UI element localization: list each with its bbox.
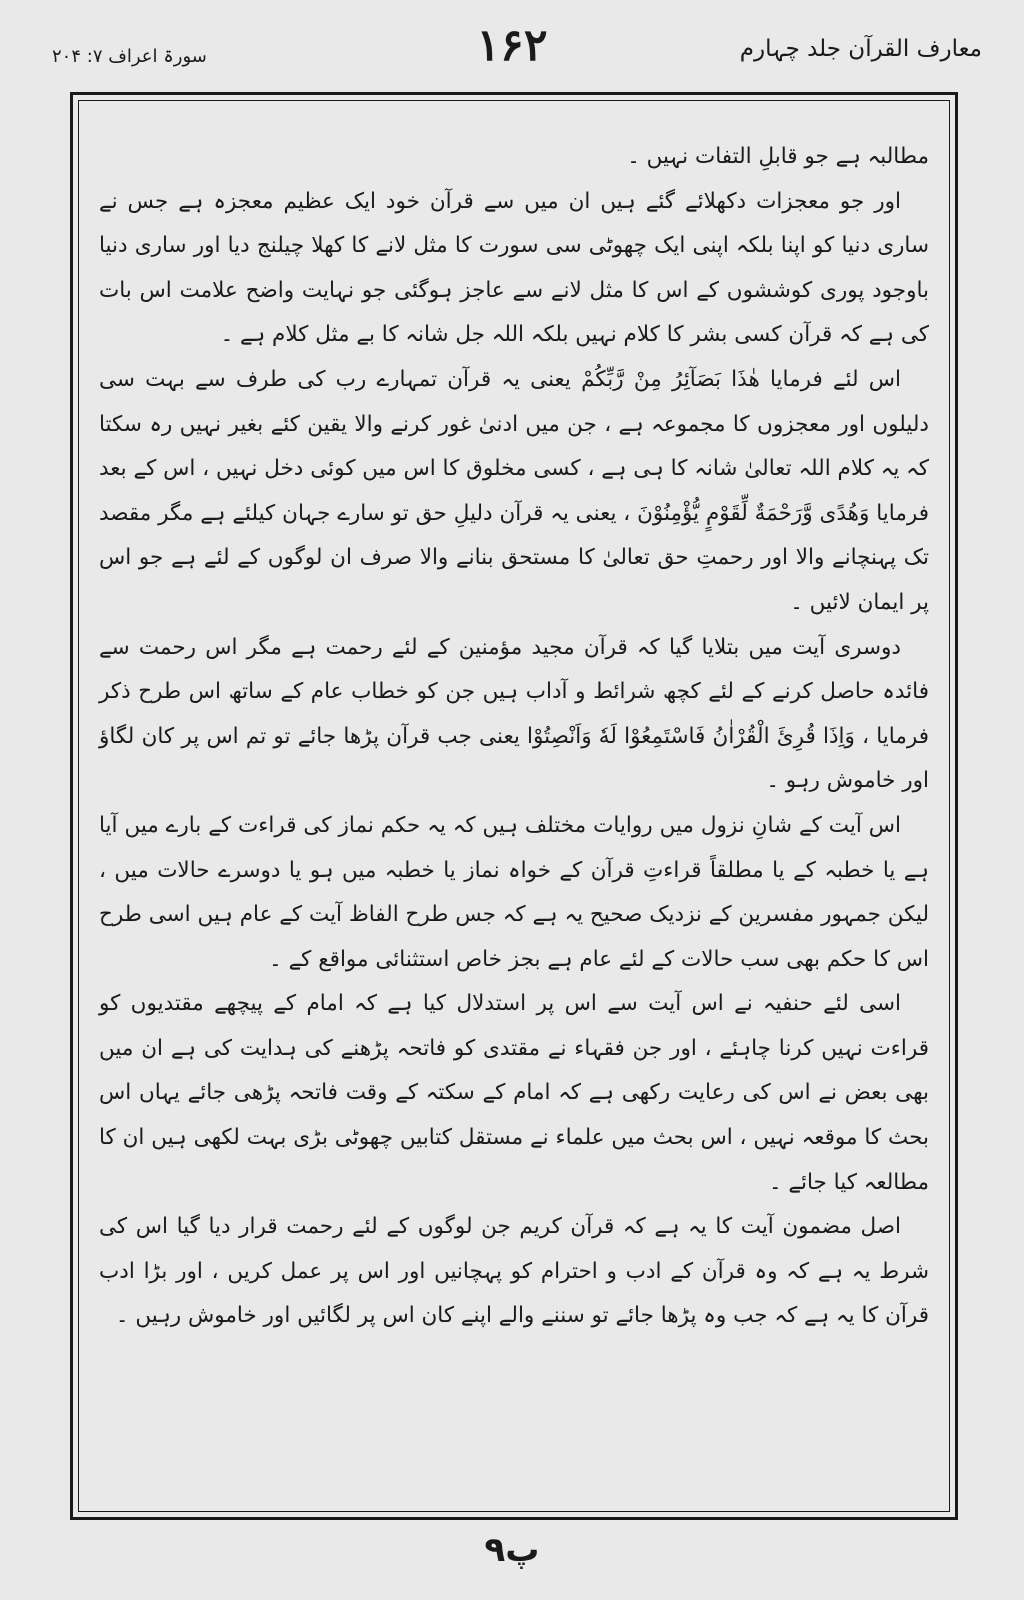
text-frame	[70, 92, 958, 1520]
paragraph: مطالبہ ہے جو قابلِ التفات نہیں ۔	[627, 144, 929, 169]
paragraph: اسی لئے حنفیہ نے اس آیت سے اس پر استدلال کیا ہے کہ امام کے پیچھے مقتدیوں کو قراءت نہیں کرنا چاہئے ، اور جن فقہاء نے مقتدی کو فاتحہ پڑھنے کی ہدایت کی ہے ان میں بھی بعض نے اس کی رعایت رکھی ہے کہ امام کے سکتہ کے وقت فاتحہ پڑھی جائے یہاں اس بحث کا موقعہ نہیں ، اس بحث میں علماء نے مستقل کتابیں چھوٹی بڑی بہت لکھی ہیں ان کا مطالعہ کیا جائے ۔	[99, 991, 929, 1195]
surah-reference: سورۃ اعراف ۷: ۲۰۴	[52, 46, 207, 67]
signature-mark: پ۹	[484, 1530, 540, 1570]
paragraph: اصل مضمون آیت کا یہ ہے کہ قرآن کریم جن لوگوں کے لئے رحمت قرار دیا گیا اس کی شرط یہ ہے کہ وہ قرآن کے ادب و احترام کو پہچانیں اور اس پر عمل کریں ، اور بڑا ادب قرآن کا یہ ہے کہ جب وہ پڑھا جائے تو سننے والے اپنے کان اس پر لگائیں اور خاموش رہیں ۔	[99, 1214, 929, 1329]
paragraph: اس لئے فرمایا هٰذَا بَصَآئِرُ مِنْ رَّبِّكُمْ یعنی یہ قرآن تمہارے رب کی طرف سے بہت سی دلیلوں اور معجزوں کا مجموعہ ہے ، جن میں ادنیٰ غور کرنے والا یقین کئے بغیر نہیں رہ سکتا کہ یہ کلام اللہ تعالیٰ شانہ کا ہی ہے ، کسی مخلوق کا اس میں کوئی دخل نہیں ، اس کے بعد فرمایا وَهُدًى وَّرَحْمَةٌ لِّقَوْمٍ يُّؤْمِنُوْنَ ، یعنی یہ قرآن دلیلِ حق تو سارے جہان کیلئے ہے مگر مقصد تک پہنچانے والا اور رحمتِ حق تعالیٰ کا مستحق بنانے والا صرف ان لوگوں کے لئے ہے جو اس پر ایمان لائیں ۔	[99, 366, 929, 615]
paragraph: اور جو معجزات دکھلائے گئے ہیں ان میں سے قرآن خود ایک عظیم معجزہ ہے جس نے ساری دنیا کو اپنا بلکہ اپنی ایک چھوٹی سی سورت کا مثل لانے کا کھلا چیلنج دیا اور ساری دنیا باوجود پوری کوششوں کے اس کا مثل لانے سے عاجز ہوگئی جو نہایت واضح علامت اس بات کی ہے کہ قرآن کسی بشر کا کلام نہیں بلکہ اللہ جل شانہ کا بے مثل کلام ہے ۔	[99, 188, 929, 348]
paragraph: دوسری آیت میں بتلایا گیا کہ قرآن مجید مؤمنین کے لئے رحمت ہے مگر اس رحمت سے فائدہ حاصل کرنے کے لئے کچھ شرائط و آداب ہیں جن کو خطاب عام کے ساتھ اس طرح ذکر فرمایا ، وَاِذَا قُرِئَ الْقُرْاٰنُ فَاسْتَمِعُوْا لَهٗ وَاَنْصِتُوْا یعنی جب قرآن پڑھا جائے تو تم اس پر کان لگاؤ اور خاموش رہو ۔	[99, 634, 929, 794]
book-title: معارف القرآن جلد چہارم	[739, 36, 982, 62]
body-text	[99, 135, 929, 1339]
paragraph: اس آیت کے شانِ نزول میں روایات مختلف ہیں کہ یہ حکم نماز کی قراءت کے بارے میں آیا ہے یا خطبہ کے یا مطلقاً قراءتِ قرآن کے خواہ نماز یا خطبہ میں ہو یا دوسرے حالات میں ، لیکن جمہور مفسرین کے نزدیک صحیح یہ ہے کہ جس طرح الفاظ آیت کے عام ہیں اسی طرح اس کا حکم بھی سب حالات کے لئے عام ہے بجز خاص استثنائی مواقع کے ۔	[99, 812, 929, 972]
page-number: ۱۶۲	[476, 20, 548, 71]
